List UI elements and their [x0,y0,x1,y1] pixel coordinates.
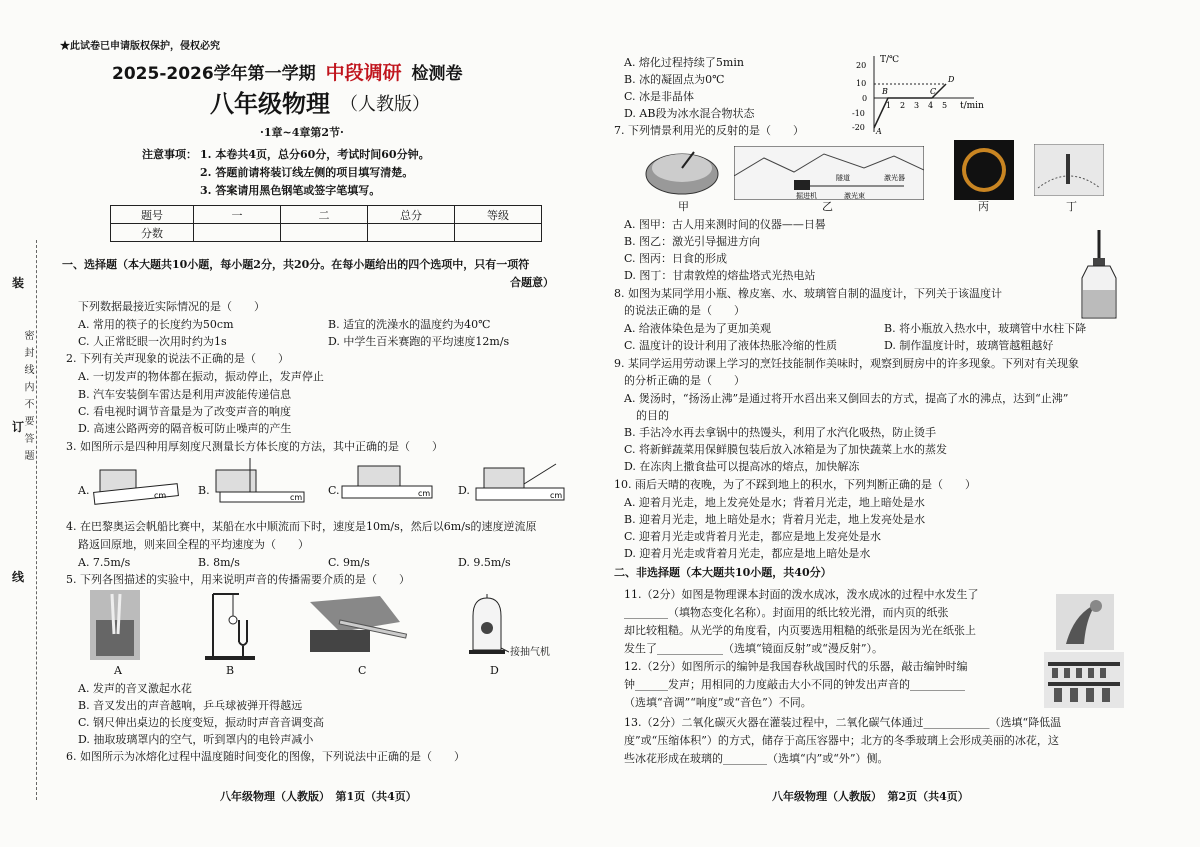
score-table [110,205,542,242]
q6-option-c: C. 冰是非晶体 [624,90,695,103]
title-year: 2025-2026学年第一学期 [112,64,316,84]
graph-ytick: 0 [862,94,868,103]
q3-label-d: D. [458,484,470,497]
q10-option-c: C. 迎着月光走或背着月光走，都应是地上发亮处是水 [624,530,882,543]
title-suffix: 检测卷 [411,64,463,84]
q12-line-3: （选填“音调”“响度”或“音色”）不同。 [624,696,812,709]
q2-option-b: B. 汽车安装倒车雷达是利用声波能传递信息 [78,388,292,401]
q2-stem: 2. 下列有关声现象的说法不正确的是（ ） [66,352,289,365]
q7-caption-yi: 乙 [822,200,833,213]
q3-label-b: B. [198,484,210,497]
note-2: 2. 答题前请将装订线左侧的项目填写清楚。 [200,166,414,179]
q2-option-d: D. 高速公路两旁的隔音板可防止噪声的产生 [78,422,292,435]
graph-point-b: B [882,87,888,96]
fig-steel-ruler [310,592,410,656]
graph-ytick: 10 [856,79,867,88]
q8-option-b: B. 将小瓶放入热水中，玻璃管中水柱下降 [884,322,1087,335]
tbm-label: 掘进机 [796,192,817,200]
exam-title [112,62,463,85]
section-1-heading-cont: 合题意） [510,276,554,289]
q11-line-4: 发生了____________（选填“镜面反射”或“漫反射”）。 [624,642,883,655]
fig-bottle-thermometer [1074,230,1124,322]
unit-cm: cm [418,489,431,498]
q9-option-c: C. 将新鲜蔬菜用保鲜膜包装后放入冰箱是为了加快蔬菜上水的蒸发 [624,443,948,456]
score-header: 等级 [455,206,542,224]
binding-label-ding: 订 [12,420,25,434]
notes-label: 注意事项： [142,148,197,161]
q7-option-c: C. 图丙：日食的形成 [624,252,728,265]
q13-line-1: 13.（2分）二氧化碳灭火器在灌装过程中，二氧化碳气体通过____________（选填“降低温 [624,716,1062,729]
graph-ytick: -20 [852,123,865,132]
q5-option-b: B. 音叉发出的声音越响，乒乓球被弹开得越远 [78,699,303,712]
q5-option-d: D. 抽取玻璃罩内的空气，听到罩内的电铃声减小 [78,733,314,746]
q4-option-c: C. 9m/s [328,556,370,569]
scope-label: ·1章~4章第2节· [260,126,344,139]
score-cell[interactable] [194,224,281,242]
q8-stem: 8. 如图为某同学用小瓶、橡皮塞、水、玻璃管自制的温度计，下列关于该温度计 [614,287,1002,300]
tunnel-label: 隧道 [836,174,850,182]
score-cell[interactable] [455,224,542,242]
q2-option-a: A. 一切发声的物体都在振动，振动停止，发声停止 [78,370,324,383]
q1-stem: 下列数据最接近实际情况的是（ ） [78,300,265,313]
fig-bell-jar [465,592,509,656]
graph-ylabel: T/℃ [880,55,900,65]
q4-option-d: D. 9.5m/s [458,556,511,569]
q1-option-b: B. 适宜的洗澡水的温度约为40℃ [328,318,491,331]
q3-label-a: A. [78,484,90,497]
section-2-heading: 二、非选择题（本大题共10小题，共40分） [614,566,832,579]
right-page [612,0,1200,847]
q6-option-a: A. 熔化过程持续了5min [624,56,744,69]
edition-label: （人教版） [340,94,430,115]
binding-label-xian: 线 [12,570,25,584]
q8-option-a: A. 给液体染色是为了更加美观 [624,322,771,335]
unit-cm: cm [550,491,563,500]
graph-xtick: 3 [914,101,920,110]
ruler-figure-d [470,456,570,506]
q1-option-a: A. 常用的筷子的长度约为50cm [78,318,234,331]
q9-stem-cont: 的分析正确的是（ ） [624,374,745,387]
fig-tuning-fork-water [90,590,140,660]
q7-stem: 7. 下列情景利用光的反射的是（ ） [614,124,804,137]
graph-xtick: 2 [900,101,906,110]
q13-line-3: 些冰花形成在玻璃的________（选填“内”或“外”）侧。 [624,752,889,765]
title-stamp: 中段调研 [325,62,402,84]
section-1-heading: 一、选择题（本大题共10小题，每小题2分，共20分。在每小题给出的四个选项中，只有一项符 [62,258,530,271]
score-header: 一 [194,206,281,224]
binding-label-zhuang: 装 [12,276,25,290]
footer-right: 八年级物理（人教版） 第2页（共4页） [772,790,969,803]
q10-option-b: B. 迎着月光走，地上暗处是水；背着月光走，地上发亮处是水 [624,513,926,526]
score-header: 二 [281,206,368,224]
q4-option-b: B. 8m/s [198,556,240,569]
fig-sundial [642,144,722,198]
q8-option-d: D. 制作温度计时，玻璃管越粗越好 [884,339,1054,352]
score-header: 总分 [368,206,455,224]
q12-line-2: 钟______发声；用相同的力度敲击大小不同的钟发出声音的__________ [624,678,965,691]
q9-option-b: B. 手沾冷水再去拿锅中的热馒头，利用了水汽化吸热，防止烫手 [624,426,937,439]
q5-option-a: A. 发声的音叉激起水花 [78,682,192,695]
graph-xtick: 1 [886,101,892,110]
binding-instruction: 密 封 线 内 不 要 答 题 [22,330,33,463]
q9-stem: 9. 某同学运用劳动课上学习的烹饪技能制作美味时，观察到厨房中的许多现象。下列对有关现象 [614,357,1079,370]
copyright-notice: ★此试卷已申请版权保护，侵权必究 [60,41,220,52]
graph-ytick: -10 [852,109,865,118]
unit-cm: cm [290,493,303,502]
laser-label: 激光器 [884,174,905,182]
fig-bianzhong [1044,652,1124,708]
q5-caption-c: C [358,664,367,677]
q8-option-c: C. 温度计的设计利用了液体热胀冷缩的性质 [624,339,838,352]
note-3: 3. 答案请用黑色钢笔或签字笔填写。 [200,184,381,197]
graph-xtick: 4 [928,101,934,110]
graph-point-d: D [948,75,955,84]
q7-option-b: B. 图乙：激光引导掘进方向 [624,235,761,248]
q5-stem: 5. 下列各图描述的实验中，用来说明声音的传播需要介质的是（ ） [66,573,410,586]
fig-eclipse [954,140,1014,200]
seal-line [36,240,37,800]
q11-line-3: 却比较粗糙。从光学的角度看，内页要选用粗糙的纸张是因为光在纸张上 [624,624,976,637]
q10-option-d: D. 迎着月光走或背着月光走，都应是地上暗处是水 [624,547,871,560]
q4-stem-cont: 路返回原地，则来回全程的平均速度为（ ） [78,538,309,551]
q3-stem: 3. 如图所示是四种用厚刻度尺测量长方体长度的方法，其中正确的是（ ） [66,440,443,453]
footer-left: 八年级物理（人教版） 第1页（共4页） [220,790,417,803]
q9-option-a-cont: 的目的 [636,409,669,422]
q10-option-a: A. 迎着月光走，地上发亮处是水；背着月光走，地上暗处是水 [624,496,925,509]
score-cell[interactable] [368,224,455,242]
fig-solar-tower [1034,144,1104,196]
q3-label-c: C. [328,484,340,497]
q6-option-b: B. 冰的凝固点为0℃ [624,73,725,86]
pump-label: 接抽气机 [510,647,550,658]
q6-stem: 6. 如图所示为冰熔化过程中温度随时间变化的图像，下列说法中正确的是（ ） [66,750,465,763]
melting-graph [844,52,994,136]
ruler-figure-a [92,462,182,507]
graph-xtick: 5 [942,101,948,110]
binding-margin [0,0,52,847]
ruler-figure-b [210,456,310,506]
fig-pingpong-fork [205,590,255,662]
note-1: 1. 本卷共4页，总分60分，考试时间60分钟。 [200,148,430,161]
q5-caption-b: B [226,664,235,677]
q5-option-c: C. 钢尺伸出桌边的长度变短，振动时声音音调变高 [78,716,325,729]
q11-line-1: 11.（2分）如图是物理课本封面的泼水成冰，泼水成冰的过程中水发生了 [624,588,979,601]
q10-stem: 10. 雨后天晴的夜晚，为了不踩到地上的积水，下列判断正确的是（ ） [614,478,976,491]
q9-option-a: A. 煲汤时，“扬汤止沸”是通过将开水舀出来又倒回去的方式，提高了水的沸点，达到“止沸” [624,392,1069,405]
subject-title: 八年级物理 [210,89,330,118]
fig-tunnel-laser [734,146,924,200]
graph-ytick: 20 [856,61,867,70]
q8-stem-cont: 的说法正确的是（ ） [624,304,745,317]
graph-point-a: A [876,127,882,136]
q9-option-d: D. 在冻肉上撒食盐可以提高冰的熔点，加快解冻 [624,460,860,473]
beam-label: 激光束 [844,192,865,200]
q7-option-d: D. 图丁：甘肃敦煌的熔盐塔式光热电站 [624,269,816,282]
unit-cm: cm [154,491,167,500]
q13-line-2: 度”或“压缩体积”）的方式，储存于高压容器中；北方的冬季玻璃上会形成美丽的冰花，这 [624,734,1059,747]
score-header: 题号 [111,206,194,224]
graph-point-c: C [930,87,937,96]
q6-option-d: D. AB段为冰水混合物状态 [624,107,755,120]
q2-option-c: C. 看电视时调节音量是为了改变声音的响度 [78,405,292,418]
fig-water-to-ice [1056,594,1114,650]
q7-caption-jia: 甲 [678,200,689,213]
ruler-figure-c [338,456,438,506]
q1-option-d: D. 中学生百米赛跑的平均速度12m/s [328,335,510,348]
left-page [60,0,600,847]
q11-line-2: ________（填物态变化名称）。封面用的纸比较光滑，而内页的纸张 [624,606,949,619]
q1-option-c: C. 人正常眨眼一次用时约为1s [78,335,227,348]
q5-caption-d: D [490,664,499,677]
q12-line-1: 12.（2分）如图所示的编钟是我国春秋战国时代的乐器，敲击编钟时编 [624,660,968,673]
q5-caption-a: A [114,664,122,677]
q4-stem: 4. 在巴黎奥运会帆船比赛中，某船在水中顺流而下时，速度是10m/s，然后以6m/s的速度逆流原 [66,520,537,533]
score-row-label: 分数 [111,224,194,242]
q7-caption-bing: 丙 [978,200,989,213]
graph-xlabel: t/min [960,101,984,111]
q7-caption-ding: 丁 [1066,200,1077,213]
q4-option-a: A. 7.5m/s [78,556,131,569]
q7-option-a: A. 图甲：古人用来测时间的仪器——日晷 [624,218,826,231]
score-cell[interactable] [281,224,368,242]
